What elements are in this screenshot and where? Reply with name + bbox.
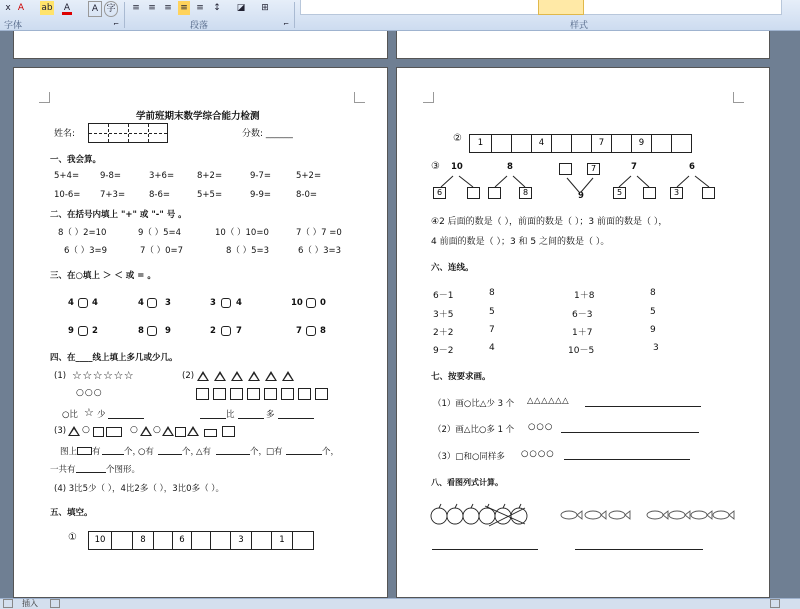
margin-corner	[39, 92, 50, 103]
has-label: 有	[92, 447, 101, 457]
triangle-icon	[282, 371, 294, 381]
unit-label: 个，	[182, 447, 200, 457]
stars: ☆☆☆☆☆☆	[72, 369, 135, 382]
match-number[interactable]: 9	[650, 325, 656, 335]
equation: 10-6=	[54, 190, 81, 200]
question-4-line-2: 4 前面的数是（ ）；3 和 5 之间的数是（ ）。	[431, 237, 610, 247]
equation: 3+6=	[149, 171, 175, 181]
compare-number: 4	[138, 298, 144, 308]
compare-circle[interactable]	[147, 298, 157, 308]
tree-right-box[interactable]: 7	[587, 163, 600, 175]
font-group-label: 字体	[4, 21, 23, 31]
match-number[interactable]: 5	[650, 307, 656, 317]
equation: 9（ ）5=4	[138, 228, 182, 238]
compare-text: 比	[226, 410, 235, 420]
sequence-cell[interactable]: 3	[230, 531, 252, 550]
paragraph-group-label: 段落	[190, 21, 209, 31]
circle-has-label: ○有	[138, 447, 154, 457]
compare-circle[interactable]	[78, 298, 88, 308]
previous-page-right	[396, 31, 770, 59]
compare-text: ○比	[62, 410, 78, 420]
compare-number: 2	[210, 326, 216, 336]
match-number[interactable]: 3	[653, 343, 659, 353]
sequence-cell[interactable]	[153, 531, 173, 550]
item-number: (2)	[182, 371, 195, 381]
sequence-cell[interactable]: 6	[172, 531, 192, 550]
equation: 9-7=	[250, 171, 272, 181]
compare-number: 8	[320, 326, 326, 336]
triangle-icon	[187, 426, 199, 436]
compare-circle[interactable]	[78, 326, 88, 336]
compare-number: 4	[236, 298, 242, 308]
drawing-line[interactable]	[585, 406, 701, 407]
square-icon	[315, 388, 328, 400]
style-item-selected[interactable]	[538, 0, 584, 15]
circles: ○○○	[76, 388, 103, 398]
align-center-button[interactable]: ≡	[148, 3, 156, 13]
equation: 7（ ）0=7	[140, 246, 184, 256]
equation: 10（ ）10=0	[215, 228, 269, 238]
answer-blank[interactable]	[76, 472, 106, 473]
equation: 6（ ）3=3	[298, 246, 342, 256]
equation: 7+3=	[100, 190, 126, 200]
circle-icon: ○	[82, 425, 90, 435]
section-8-heading: 八、看图列式计算。	[431, 478, 503, 487]
sequence-cell[interactable]	[251, 531, 272, 550]
match-number[interactable]: 4	[489, 343, 495, 353]
square-icon	[175, 427, 186, 437]
borders-button[interactable]: ⊞	[261, 3, 269, 13]
sequence-cell[interactable]: 10	[88, 531, 112, 550]
compare-number: 9	[165, 326, 171, 336]
compare-number: 8	[138, 326, 144, 336]
name-field[interactable]	[88, 123, 168, 143]
separator	[294, 2, 295, 28]
compare-text: 少	[97, 410, 106, 420]
star-icon: ☆	[84, 406, 94, 419]
question-4-line-1: ④2 后面的数是（ ），前面的数是（ ）；3 前面的数是（ ），	[431, 217, 668, 227]
highlight-button[interactable]: ab	[41, 3, 53, 13]
rectangle-icon	[77, 447, 92, 455]
circle-icon: ○	[153, 425, 161, 435]
compare-circle[interactable]	[221, 326, 231, 336]
match-expression[interactable]: 9－2	[433, 346, 454, 356]
answer-blank[interactable]	[158, 454, 182, 455]
triangle-icon	[68, 426, 80, 436]
compare-text: 多	[266, 410, 275, 420]
section-3-heading: 三、在○填上 ＞ ＜ 或 = 。	[50, 271, 156, 281]
tree-left-box[interactable]: 3	[670, 187, 683, 199]
sequence-cell[interactable]	[210, 531, 231, 550]
font-color-button[interactable]: A	[17, 3, 25, 13]
triangle-has-label: △有	[196, 447, 212, 457]
score-label: 分数: ______	[242, 129, 293, 139]
triangle-icon	[248, 371, 260, 381]
distribute-button[interactable]: ≡	[196, 3, 204, 13]
total-label: 一共有	[50, 465, 76, 475]
equation: 8-0=	[296, 190, 318, 200]
answer-line[interactable]	[432, 549, 538, 550]
draw-shapes: ○○○	[528, 422, 554, 432]
drawing-line[interactable]	[561, 432, 699, 433]
square-icon	[247, 388, 260, 400]
equation: 9-9=	[250, 190, 272, 200]
triangle-icon	[140, 426, 152, 436]
shapes-line-label: 图上	[60, 447, 78, 457]
triangle-icon	[265, 371, 277, 381]
match-expression[interactable]: 6－1	[433, 291, 454, 301]
name-label: 姓名:	[54, 129, 76, 139]
match-number[interactable]: 7	[489, 325, 495, 335]
compare-number: 9	[68, 326, 74, 336]
unit-label: 个，	[250, 447, 268, 457]
styles-group-label: 样式	[570, 21, 589, 31]
item-number: ①	[68, 532, 77, 543]
draw-shapes: ○○○○	[521, 449, 555, 459]
compare-number: 0	[320, 298, 326, 308]
square-icon	[298, 388, 311, 400]
picture-problem	[429, 502, 739, 530]
tree-top-number: 6	[689, 162, 695, 172]
section-5-heading: 五、填空。	[50, 508, 93, 518]
answer-blank[interactable]	[278, 418, 314, 419]
tree-left-box[interactable]	[488, 187, 501, 199]
match-expression[interactable]: 3＋5	[433, 310, 454, 320]
clear-format-button[interactable]: x	[5, 3, 11, 13]
item-number: ③	[431, 161, 440, 172]
compare-number: 3	[165, 298, 171, 308]
section-7-heading: 七、按要求画。	[431, 372, 491, 382]
compare-circle[interactable]	[306, 298, 316, 308]
paragraph-dialog-launcher[interactable]: ⌐	[283, 20, 289, 28]
justify-button[interactable]: ≡	[178, 1, 190, 15]
square-icon	[264, 388, 277, 400]
macro-icon[interactable]	[50, 599, 60, 608]
compare-circle[interactable]	[221, 298, 231, 308]
sequence-cell[interactable]: 4	[531, 134, 552, 153]
font-dialog-launcher[interactable]: ⌐	[113, 20, 119, 28]
equation: 8（ ）5=3	[226, 246, 270, 256]
view-icon[interactable]	[770, 599, 780, 608]
compare-number: 4	[92, 298, 98, 308]
left-page	[13, 67, 388, 598]
equation: 9-8=	[100, 171, 122, 181]
tree-left-box[interactable]: 6	[433, 187, 446, 199]
separator	[124, 2, 125, 28]
triangle-icon	[197, 371, 209, 381]
draw-instruction: （2）画△比○多 1 个	[433, 425, 515, 435]
page-title: 学前班期末数学综合能力检测	[136, 111, 260, 122]
item-number: ②	[453, 133, 462, 144]
triangle-icon	[231, 371, 243, 381]
tree-right-box[interactable]	[643, 187, 656, 199]
compare-number: 2	[92, 326, 98, 336]
answer-blank[interactable]	[108, 418, 144, 419]
equation: 8+2=	[197, 171, 223, 181]
match-expression[interactable]: 1＋8	[574, 291, 595, 301]
right-page	[396, 67, 770, 598]
compare-number: 10	[291, 298, 303, 308]
square-has-label: □有	[266, 447, 283, 457]
equation: 5+2=	[296, 171, 322, 181]
square-icon	[196, 388, 209, 400]
answer-blank[interactable]	[286, 454, 322, 455]
ribbon	[0, 0, 800, 31]
section-1-heading: 一、我会算。	[50, 155, 102, 165]
compare-number: 4	[68, 298, 74, 308]
compare-circle[interactable]	[306, 326, 316, 336]
question-4: (4) 3比5少（ ），4比2多（ ），3比0多（ ）。	[54, 484, 225, 494]
fish-icon	[561, 511, 734, 519]
shading-button[interactable]: ◪	[236, 3, 246, 13]
match-expression[interactable]: 2＋2	[433, 328, 454, 338]
char-shading-button[interactable]: A	[88, 1, 102, 17]
tree-right-box[interactable]	[702, 187, 715, 199]
align-right-button[interactable]: ≡	[164, 3, 172, 13]
tree-top-number: 8	[507, 162, 513, 172]
match-number[interactable]: 8	[489, 288, 495, 298]
align-left-button[interactable]: ≡	[132, 3, 140, 13]
page-view-icon[interactable]	[3, 599, 13, 608]
match-number[interactable]: 8	[650, 288, 656, 298]
section-4-heading: 四、在____线上填上多几或少几。	[50, 353, 178, 363]
answer-line[interactable]	[575, 549, 703, 550]
sequence-cell[interactable]: 8	[132, 531, 154, 550]
tree-left-box[interactable]: 5	[613, 187, 626, 199]
tree-right-box[interactable]	[467, 187, 480, 199]
item-number: (1)	[54, 371, 67, 381]
equation: 5+5=	[197, 190, 223, 200]
draw-shapes: △△△△△△	[527, 396, 570, 406]
unit-label: 个，	[124, 447, 142, 457]
tree-top-number: 9	[578, 191, 584, 201]
draw-instruction: （1）画○比△少 3 个	[433, 399, 515, 409]
match-expression[interactable]: 10－5	[568, 346, 595, 356]
sequence-cell[interactable]	[111, 531, 133, 550]
circle-icon: ○	[130, 425, 138, 435]
tree-top-number: 7	[631, 162, 637, 172]
square-icon	[222, 426, 235, 437]
match-number[interactable]: 5	[489, 307, 495, 317]
sequence-cell[interactable]: 1	[271, 531, 293, 550]
equation: 6（ ）3=9	[64, 246, 108, 256]
answer-blank[interactable]	[238, 418, 264, 419]
draw-instruction: （3）□和○同样多	[433, 452, 505, 462]
answer-blank[interactable]	[200, 418, 226, 419]
sequence-cell[interactable]: 1	[469, 134, 492, 153]
status-bar	[0, 598, 800, 609]
insert-mode-indicator[interactable]: 插入	[22, 599, 38, 608]
square-icon	[213, 388, 226, 400]
tree-left-box[interactable]	[559, 163, 572, 175]
compare-number: 7	[236, 326, 242, 336]
line-spacing-button[interactable]: ↕	[213, 3, 221, 13]
section-2-heading: 二、在括号内填上 "+" 或 "-" 号 。	[50, 210, 187, 220]
section-6-heading: 六、连线。	[431, 263, 474, 273]
tree-right-box[interactable]: 8	[519, 187, 532, 199]
previous-page-left	[13, 31, 388, 59]
apples-icon	[431, 504, 527, 526]
equation: 8（ ）2=10	[58, 228, 107, 238]
answer-blank[interactable]	[216, 454, 250, 455]
compare-number: 3	[210, 298, 216, 308]
match-expression[interactable]: 6－3	[572, 310, 593, 320]
equation: 7（ ）7 =0	[296, 228, 342, 238]
answer-blank[interactable]	[102, 454, 124, 455]
triangle-icon	[214, 371, 226, 381]
sequence-cell[interactable]: 7	[591, 134, 612, 153]
margin-corner	[354, 92, 365, 103]
square-icon	[281, 388, 294, 400]
tree-top-number: 10	[451, 162, 463, 172]
compare-number: 7	[296, 326, 302, 336]
compare-circle[interactable]	[147, 326, 157, 336]
sequence-cell[interactable]	[292, 531, 314, 550]
sequence-cell[interactable]: 9	[631, 134, 652, 153]
equation: 8-6=	[149, 190, 171, 200]
enclose-char-button[interactable]: 字	[104, 1, 118, 17]
total-end-label: 个图形。	[106, 465, 141, 475]
square-icon	[230, 388, 243, 400]
equation: 5+4=	[54, 171, 80, 181]
sequence-cell[interactable]	[191, 531, 211, 550]
text-color-button[interactable]: A	[63, 3, 71, 13]
item-number: (3)	[54, 426, 67, 436]
square-icon	[93, 427, 104, 437]
triangle-icon	[162, 426, 174, 436]
drawing-line[interactable]	[564, 459, 690, 460]
rectangle-icon	[204, 429, 217, 437]
rectangle-icon	[106, 427, 122, 437]
unit-label: 个，	[322, 447, 340, 457]
match-expression[interactable]: 1＋7	[572, 328, 593, 338]
